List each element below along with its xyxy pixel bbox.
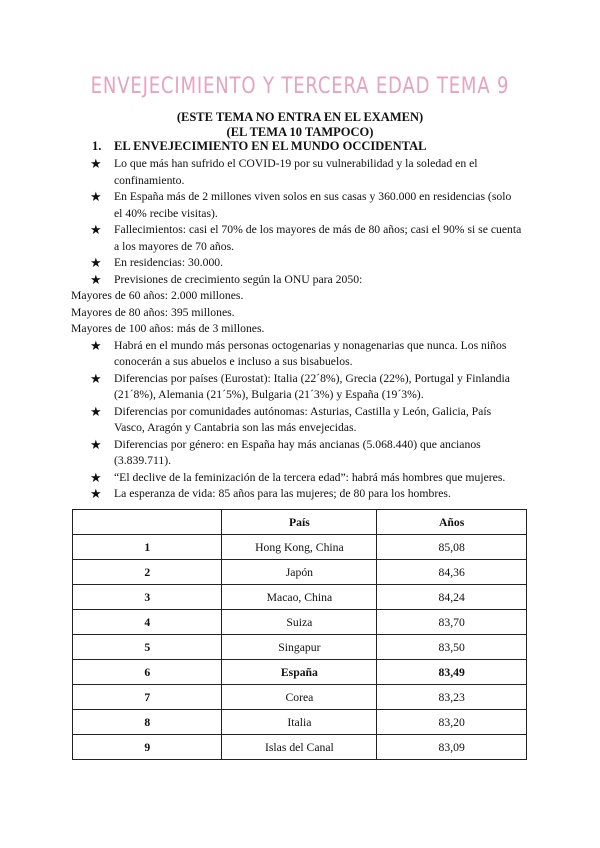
table-row xyxy=(73,635,527,660)
table-header-cell: País xyxy=(222,510,377,535)
table-row xyxy=(73,710,527,735)
country-cell: Islas del Canal xyxy=(222,735,377,760)
rank-cell: 7 xyxy=(73,685,222,710)
star-icon: ★ xyxy=(90,189,102,204)
country-cell: Corea xyxy=(222,685,377,710)
section-heading-text: EL ENVEJECIMIENTO EN EL MUNDO OCCIDENTAL xyxy=(114,139,427,153)
star-icon: ★ xyxy=(90,156,102,171)
table-row xyxy=(73,610,527,635)
table-row-highlighted xyxy=(73,660,527,685)
years-cell: 84,36 xyxy=(377,560,527,585)
table-row xyxy=(73,585,527,610)
subtitle-exam-note: (ESTE TEMA NO ENTRA EN EL EXAMEN) xyxy=(176,110,424,124)
bullet-item: ★ Diferencias por comunidades autónomas: Asturias, Castilla y León, Galicia, País Vasco, Aragón y Cantabria son las más envejecidas. xyxy=(90,403,492,434)
country-cell: Japón xyxy=(222,560,377,585)
bullet-item: ★ Lo que más han sufrido el COVID-19 por su vulnerabilidad y la soledad en el confinamiento. xyxy=(90,156,478,187)
table-row xyxy=(73,735,527,760)
rank-cell: 1 xyxy=(73,535,222,560)
years-cell: 83,49 xyxy=(377,660,527,685)
years-cell: 83,09 xyxy=(377,735,527,760)
table-row xyxy=(73,560,527,585)
star-icon: ★ xyxy=(90,255,102,270)
page-title: ENVEJECIMIENTO Y TERCERA EDAD TEMA 9 xyxy=(90,74,510,99)
bullet-item: ★ En España más de 2 millones viven solos en sus casas y 360.000 en residencias (solo el 40% recibe visitas). xyxy=(90,189,512,220)
rank-cell: 3 xyxy=(73,585,222,610)
bullet-item: ★ En residencias: 30.000. xyxy=(90,255,224,270)
star-icon: ★ xyxy=(90,436,102,452)
star-icon: ★ xyxy=(90,486,102,501)
country-cell: Singapur xyxy=(222,635,377,660)
star-icon: ★ xyxy=(90,337,102,353)
rank-cell: 2 xyxy=(73,560,222,585)
rank-cell: 5 xyxy=(73,635,222,660)
country-cell: España xyxy=(222,660,377,685)
bullet-item: ★ Habrá en el mundo más personas octogenarias y nonagenarias que nunca. Los niños conocerán a sus abuelos e incluso a sus bisabuelos. xyxy=(90,337,507,368)
rank-cell: 9 xyxy=(73,735,222,760)
star-icon: ★ xyxy=(90,403,102,419)
forecast-line: Mayores de 60 años: 2.000 millones. xyxy=(71,289,244,302)
country-cell: Suiza xyxy=(222,610,377,635)
section-number: 1. xyxy=(92,139,102,153)
star-icon: ★ xyxy=(90,271,102,287)
bullet-list xyxy=(71,156,522,503)
years-cell: 83,23 xyxy=(377,685,527,710)
years-cell: 83,50 xyxy=(377,635,527,660)
country-cell: Macao, China xyxy=(222,585,377,610)
years-cell: 85,08 xyxy=(377,535,527,560)
table-row xyxy=(73,685,527,710)
rank-cell: 6 xyxy=(73,660,222,685)
table-header-row xyxy=(73,510,527,535)
country-cell: Italia xyxy=(222,710,377,735)
country-cell: Hong Kong, China xyxy=(222,535,377,560)
bullet-item: ★ Diferencias por género: en España hay más ancianas (5.068.440) que ancianos (3.839.711). xyxy=(90,436,481,467)
years-cell: 83,20 xyxy=(377,710,527,735)
bullet-item: ★ Fallecimientos: casi el 70% de los mayores de más de 80 años; casi el 90% si se cuenta a los mayores de 70 años. xyxy=(90,222,522,253)
rank-cell: 4 xyxy=(73,610,222,635)
bullet-item: ★ “El declive de la feminización de la tercera edad”: habrá más hombres que mujeres. xyxy=(90,469,506,485)
years-cell: 84,24 xyxy=(377,585,527,610)
bullet-item: ★ La esperanza de vida: 85 años para las mujeres; de 80 para los hombres. xyxy=(90,486,451,501)
table-row xyxy=(73,535,527,560)
star-icon: ★ xyxy=(90,222,102,237)
table-header-cell: Años xyxy=(377,510,527,535)
bullet-item: ★ Diferencias por países (Eurostat): Italia (22´8%), Grecia (22%), Portugal y Finlandia (21´8%), Alemania (21´5%), Bulgaria (21´3%) y España (19´3%). xyxy=(90,370,510,401)
bullet-item: ★ Previsiones de crecimiento según la ONU para 2050: xyxy=(90,271,363,287)
star-icon: ★ xyxy=(90,469,102,485)
years-cell: 83,70 xyxy=(377,610,527,635)
section-heading xyxy=(92,139,426,154)
subtitle-topic-note: (EL TEMA 10 TAMPOCO) xyxy=(226,125,374,139)
star-icon: ★ xyxy=(90,370,102,386)
forecast-line: Mayores de 80 años: 395 millones. xyxy=(71,305,235,319)
rank-cell: 8 xyxy=(73,710,222,735)
table-header-cell xyxy=(73,510,222,535)
forecast-line: Mayores de 100 años: más de 3 millones. xyxy=(71,322,265,335)
life-expectancy-table xyxy=(72,509,527,760)
